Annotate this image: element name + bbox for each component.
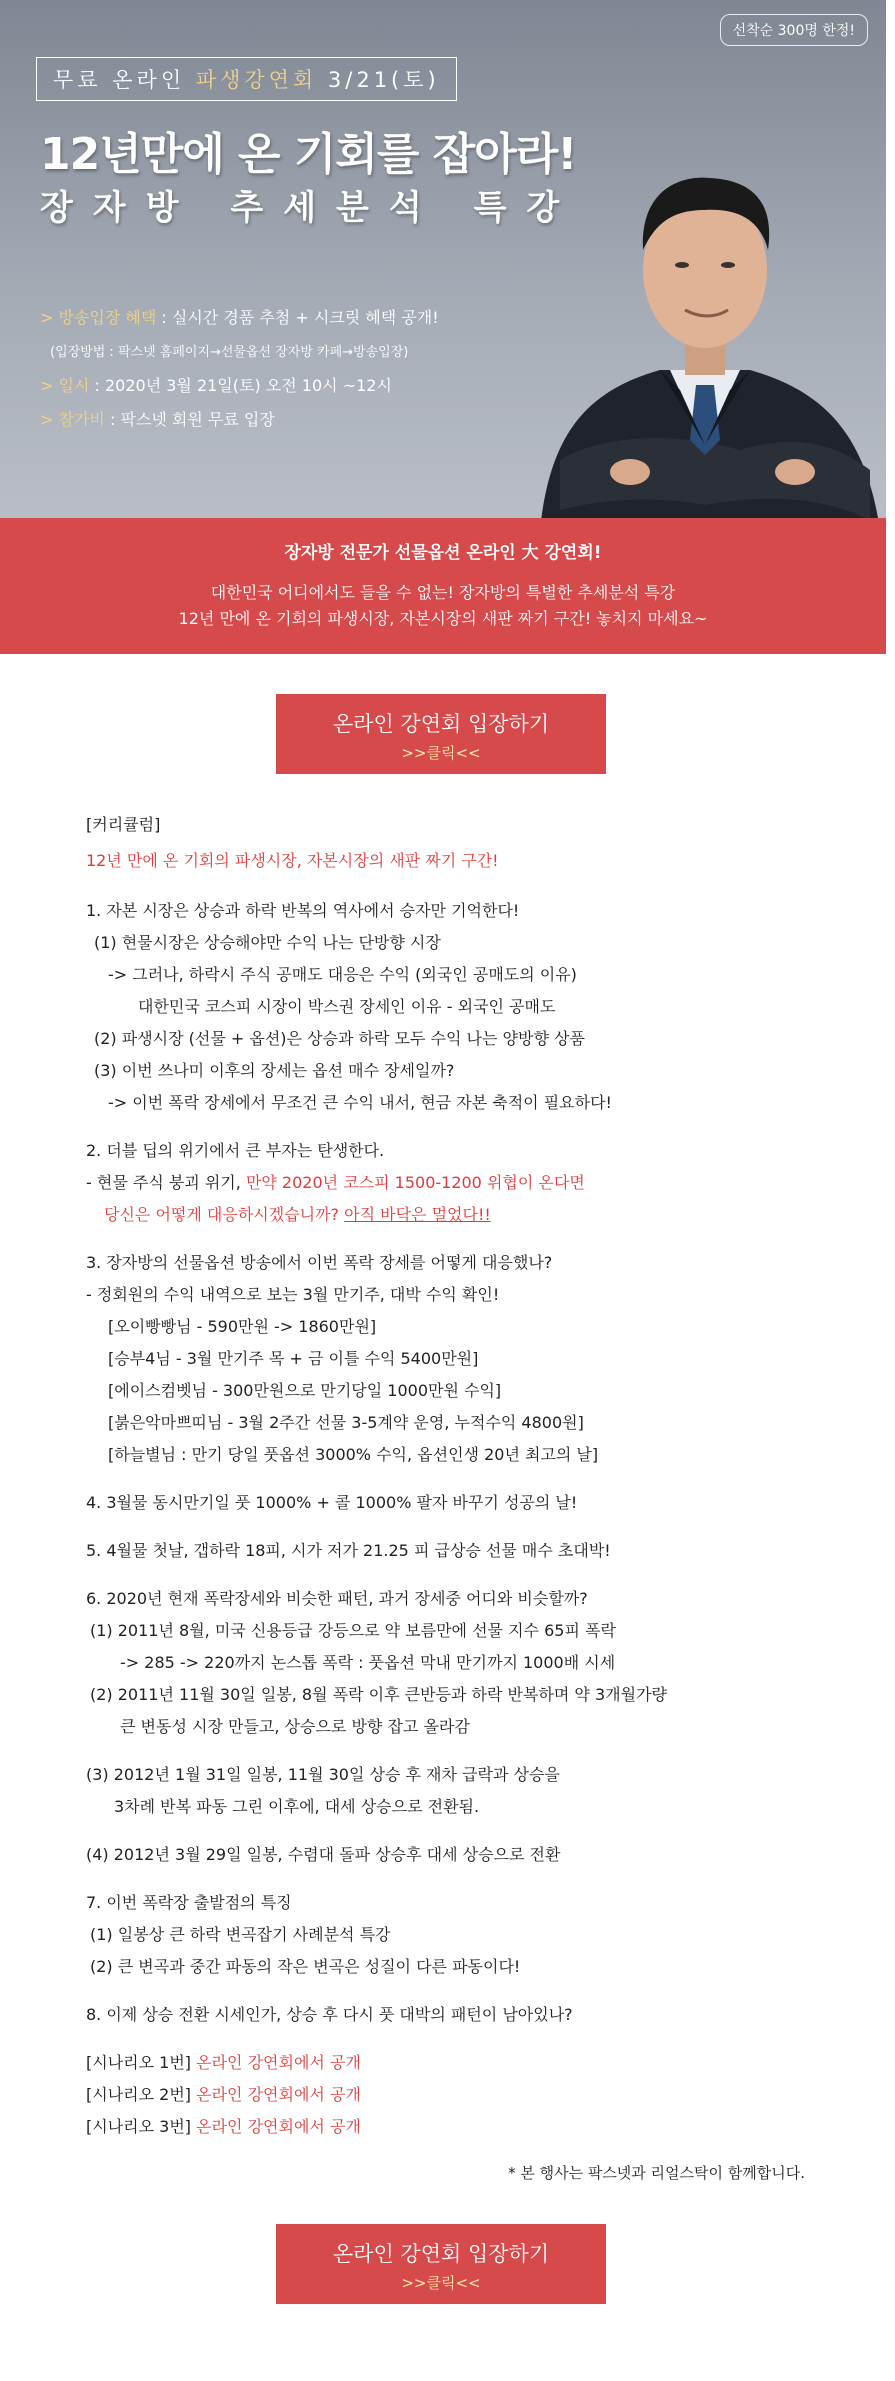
result-item-5: [하늘별님 : 만기 당일 풋옵션 3000% 수익, 옵션인생 20년 최고의 날] <box>108 1445 599 1464</box>
section-5: 5. 4월물 첫날, 갭하락 18피, 시가 저가 21.25 피 급상승 선물 매수 초대박! <box>86 1541 611 1560</box>
section-2-warning: 만약 2020년 코스피 1500-1200 위협이 온다면 <box>245 1173 585 1192</box>
section-2-emphasis: 아직 바닥은 멀었다!! <box>344 1205 491 1224</box>
section-2-line-2 <box>104 1202 491 1225</box>
section-6-item-3: (3) 2012년 1월 31일 일봉, 11월 30일 상승 후 재차 급락과 상승을 <box>86 1765 560 1784</box>
fee-value: : 팍스넷 회원 무료 입장 <box>104 410 275 429</box>
scenario-3-label: [시나리오 3번] <box>86 2117 197 2136</box>
section-1: 1. 자본 시장은 상승과 하락 반복의 역사에서 승자만 기억한다! <box>86 901 520 920</box>
section-6-item-1: (1) 2011년 8월, 미국 신용등급 강등으로 약 보름만에 선물 지수 65피 폭락 <box>90 1621 616 1640</box>
section-3-intro: - 정회원의 수익 내역으로 보는 3월 만기주, 대박 수익 확인! <box>86 1285 500 1304</box>
section-1-item-1-detail-2: 대한민국 코스피 시장이 박스권 장세인 이유 - 외국인 공매도 <box>138 997 556 1016</box>
fee-key: > 참가비 <box>40 410 105 429</box>
section-6-item-1-detail: -> 285 -> 220까지 논스톱 폭락 : 풋옵션 막내 만기까지 1000배 시세 <box>120 1653 616 1672</box>
section-2: 2. 더블 딥의 위기에서 큰 부자는 탄생한다. <box>86 1141 385 1160</box>
scenario-1-value: 온라인 강연회에서 공개 <box>196 2053 361 2072</box>
section-6-item-2-detail: 큰 변동성 시장 만들고, 상승으로 방향 잡고 올라감 <box>120 1717 470 1736</box>
section-1-item-3-detail: -> 이번 폭락 장세에서 무조건 큰 수익 내서, 현금 자본 축적이 필요하다! <box>108 1093 612 1112</box>
section-4: 4. 3월물 동시만기일 풋 1000% + 콜 1000% 팔자 바꾸기 성공의 날! <box>86 1493 578 1512</box>
event-tag-date: 3/21(토) <box>317 68 440 92</box>
cta-title: 온라인 강연회 입장하기 <box>332 712 550 736</box>
hero-banner <box>0 0 886 518</box>
benefit-value: : 실시간 경품 추첨 + 시크릿 혜택 공개! <box>156 308 439 327</box>
cta-title-bottom: 온라인 강연회 입장하기 <box>332 2242 550 2266</box>
event-tag-accent: 파생강연회 <box>195 68 318 92</box>
curriculum-heading: [커리큘럼] <box>86 815 161 834</box>
result-item-1: [오이빵빵님 - 590만원 -> 1860만원] <box>108 1317 377 1336</box>
cta-click-bottom: >>클릭<< <box>401 2274 481 2292</box>
headline: 12년만에 온 기회를 잡아라! <box>40 129 577 180</box>
section-7: 7. 이번 폭락장 출발점의 특징 <box>86 1893 292 1912</box>
band-title: 장자방 전문가 선물옵션 온라인 大 강연회! <box>284 543 602 563</box>
band-line-2: 대한민국 어디에서도 들을 수 없는! 장자방의 특별한 추세분석 특강 <box>210 583 676 602</box>
promo-band <box>0 518 886 654</box>
date-line <box>40 373 392 396</box>
curriculum-intro: 12년 만에 온 기회의 파생시장, 자본시장의 새판 짜기 구간! <box>86 851 499 870</box>
band-line-3: 12년 만에 온 기회의 파생시장, 자본시장의 새판 짜기 구간! 놓치지 마세요~ <box>178 609 708 628</box>
lecturer-photo <box>520 100 886 518</box>
section-6-item-4: (4) 2012년 3월 29일 일봉, 수렴대 돌파 상승후 대세 상승으로 전환 <box>86 1845 561 1864</box>
subhead: 장자방 추세분석 특강 <box>40 188 580 228</box>
scenario-2 <box>86 2082 361 2105</box>
section-1-item-2: (2) 파생시장 (선물 + 옵션)은 상승과 하락 모두 수익 나는 양방향 상품 <box>94 1029 585 1048</box>
section-6-item-3-detail: 3차례 반복 파동 그린 이후에, 대세 상승으로 전환됨. <box>114 1797 480 1816</box>
section-7-item-1: (1) 일봉상 큰 하락 변곡잡기 사례분석 특강 <box>90 1925 391 1944</box>
sponsor-note: * 본 행사는 팍스넷과 리얼스탁이 함께합니다. <box>508 2164 805 2182</box>
section-2-prefix: - 현물 주식 붕괴 위기, <box>86 1173 246 1192</box>
section-7-item-2: (2) 큰 변곡과 중간 파동의 작은 변곡은 성질이 다른 파동이다! <box>90 1957 521 1976</box>
section-2-line-1 <box>86 1170 585 1193</box>
scenario-1 <box>86 2050 361 2073</box>
result-item-4: [붉은악마쁘띠님 - 3월 2주간 선물 3-5계약 운영, 누적수익 4800원] <box>108 1413 584 1432</box>
result-item-2: [승부4님 - 3월 만기주 목 + 금 이틀 수익 5400만원] <box>108 1349 479 1368</box>
section-6-item-2: (2) 2011년 11월 30일 일봉, 8월 폭락 이후 큰반등과 하락 반복하며 약 3개월가량 <box>90 1685 667 1704</box>
section-6: 6. 2020년 현재 폭락장세와 비슷한 패턴, 과거 장세중 어디와 비슷할까? <box>86 1589 588 1608</box>
scenario-2-value: 온라인 강연회에서 공개 <box>196 2085 361 2104</box>
enter-lecture-button-top[interactable] <box>276 694 606 774</box>
howto-line: (입장방법 : 팍스넷 홈페이지→선물옵션 장자방 카페→방송입장) <box>50 345 409 360</box>
limited-badge: 선착순 300명 한정! <box>720 14 868 46</box>
scenario-2-label: [시나리오 2번] <box>86 2085 197 2104</box>
section-3: 3. 장자방의 선물옵션 방송에서 이번 폭락 장세를 어떻게 대응했나? <box>86 1253 553 1272</box>
cta-click: >>클릭<< <box>401 744 481 762</box>
scenario-3-value: 온라인 강연회에서 공개 <box>196 2117 361 2136</box>
event-tag <box>36 57 457 101</box>
scenario-1-label: [시나리오 1번] <box>86 2053 197 2072</box>
section-8: 8. 이제 상승 전환 시세인가, 상승 후 다시 풋 대박의 패턴이 남아있나? <box>86 2005 573 2024</box>
event-tag-prefix: 무료 온라인 <box>53 68 196 92</box>
benefit-line <box>40 305 439 328</box>
enter-lecture-button-bottom[interactable] <box>276 2224 606 2304</box>
result-item-3: [에이스컴벳님 - 300만원으로 만기당일 1000만원 수익] <box>108 1381 502 1400</box>
scenario-3 <box>86 2114 361 2137</box>
date-value: : 2020년 3월 21일(토) 오전 10시 ~12시 <box>89 376 392 395</box>
section-1-item-1-detail-1: -> 그러나, 하락시 주식 공매도 대응은 수익 (외국인 공매도의 이유) <box>108 965 577 984</box>
date-key: > 일시 <box>40 376 90 395</box>
section-1-item-1: (1) 현물시장은 상승해야만 수익 나는 단방향 시장 <box>94 933 441 952</box>
section-1-item-3: (3) 이번 쓰나미 이후의 장세는 옵션 매수 장세일까? <box>94 1061 455 1080</box>
fee-line <box>40 407 275 430</box>
section-2-question: 당신은 어떻게 대응하시겠습니까? <box>104 1205 345 1224</box>
benefit-key: > 방송입장 혜택 <box>40 308 157 327</box>
